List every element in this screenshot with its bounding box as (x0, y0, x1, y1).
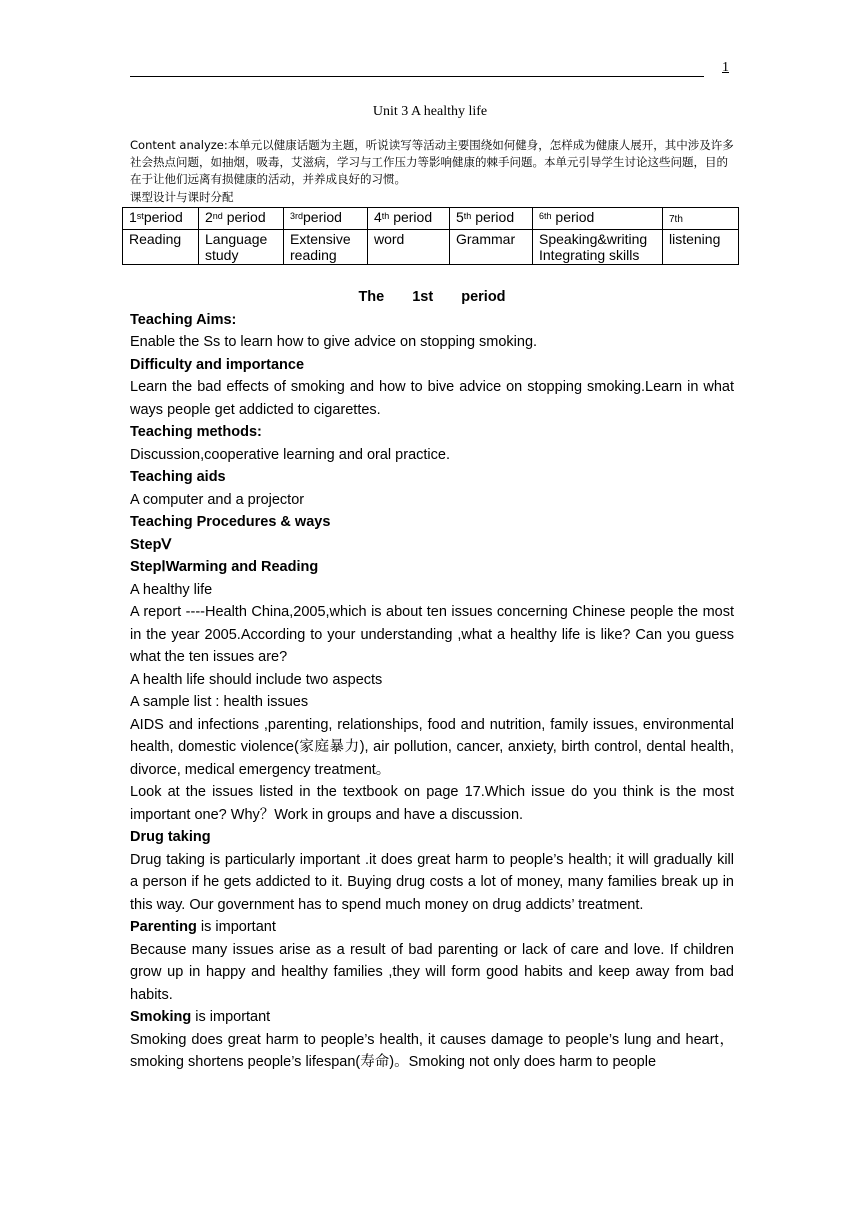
smoking-heading-tail: is important (191, 1009, 271, 1025)
two-aspects-text: A health life should include two aspects (130, 671, 383, 688)
step-1-heading: StepⅠWarming and Reading (130, 559, 319, 575)
parenting-heading-line (130, 916, 734, 939)
smoking-heading: Smoking (130, 1009, 192, 1025)
page-number: 1 (722, 60, 729, 75)
parenting-text: Because many issues arise as a result of bad parenting or lack of care and love. If children grow up in happy and healthy families ,they will form good habits and keep away from bad habits. (130, 941, 734, 1003)
sample-list-text: A sample list : health issues (130, 694, 309, 710)
period-header-cell: 4th period (368, 208, 450, 230)
parenting-heading-tail: is important (196, 919, 276, 935)
period-cell: word (368, 230, 450, 265)
teaching-aims-text: Enable the Ss to learn how to give advice on stopping smoking. (130, 334, 538, 350)
drug-text: Drug taking is particularly important .it does great harm to people’s health; it will gradually kill a person if he gets addicted to it. Buying drug costs a lot of money, many families break up in this way. Our government has to spend much money on drug addicts’ treatment. (130, 851, 734, 913)
periods-table (122, 207, 739, 265)
period-header-cell: 2nd period (199, 208, 284, 230)
period-cell: listening (663, 230, 739, 265)
lesson-body (130, 286, 734, 1074)
content-analyze: Content analyze:本单元以健康话题为主题，听说读写等活动主要围绕如何健身，怎样成为健康人展开，其中涉及许多社会热点问题，如抽烟，吸毒，艾滋病，学习与工作压力等影响健康的棘手问题。本单元引导学生讨论这些问题，目的在于让他们远离有损健康的活动，并养成良好的习惯。 (130, 138, 734, 186)
report-text: A report ----Health China,2005,which is about ten issues concerning Chinese people the most in the year 2005.According to your understanding ,what a healthy life is like? Can you guess what the ten issues are? (130, 604, 734, 665)
difficulty-text: Learn the bad effects of smoking and how to bive advice on stopping smoking.Learn in what ways people get addicted to cigarettes. (130, 379, 734, 418)
look-at-text: Look at the issues listed in the textbook on page 17.Which issue do you think is the most important one? Why？Work in groups and have a discussion. (130, 784, 734, 823)
healthy-life-text: A healthy life (130, 581, 213, 598)
teaching-aims-heading: Teaching Aims: (130, 311, 237, 328)
period-cell: Grammar (450, 230, 533, 265)
period-cell: Language study (199, 230, 284, 265)
aids-heading: Teaching aids (130, 469, 226, 485)
difficulty-heading: Difficulty and importance (130, 356, 305, 373)
drug-heading: Drug taking (130, 829, 211, 845)
period-header-cell: 1stperiod (123, 208, 199, 230)
period-header-cell: 5th period (450, 208, 533, 230)
aids-text: A computer and a projector (130, 491, 305, 508)
period-header-cell: 7th (663, 208, 739, 230)
period-title: The 1st period (358, 289, 506, 305)
methods-heading: Teaching methods: (130, 424, 262, 440)
smoking-text: Smoking does great harm to people’s health, it causes damage to people’s lung and heart，smoking shortens people’s lifespan(寿命)。Smoking not only does harm to people (130, 1031, 734, 1070)
document-title: Unit 3 A healthy life (372, 104, 488, 119)
period-header-cell: $^{3rd}$period (284, 208, 368, 230)
header-rule (130, 76, 704, 77)
period-cell: Extensive reading (284, 230, 368, 265)
step-v-heading: StepⅤ (130, 536, 172, 553)
period-header-cell: $^{6th}$ period (533, 208, 663, 230)
methods-text: Discussion,cooperative learning and oral practice. (130, 446, 450, 463)
periods-content-row (123, 230, 739, 265)
parenting-heading: Parenting (130, 919, 197, 935)
periods-header-row (123, 208, 739, 230)
smoking-heading-line (130, 1006, 734, 1029)
design-label: 课型设计与课时分配 (130, 190, 234, 204)
period-cell: Reading (123, 230, 199, 265)
procedures-heading: Teaching Procedures & ways (130, 514, 331, 530)
period-cell: Speaking&writing Integrating skills (533, 230, 663, 265)
issues-text: AIDS and infections ,parenting, relationships, food and nutrition, family issues, environmental health, domestic violence(家庭暴力), air pollution, cancer, anxiety, birth control, dental health, divorce, medical emergency treatment。 (130, 716, 734, 778)
